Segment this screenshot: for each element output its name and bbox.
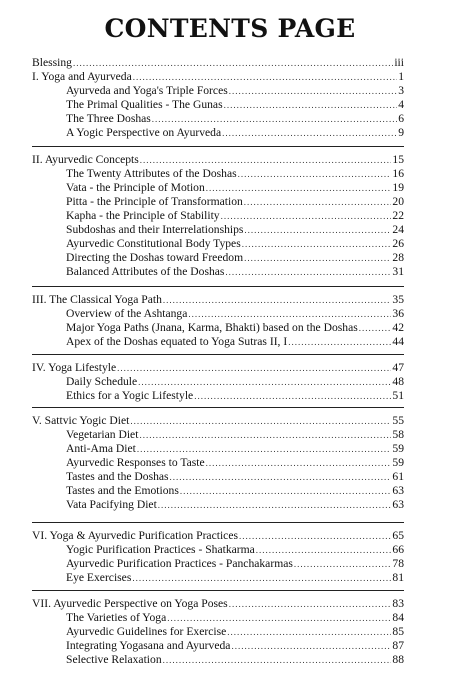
toc-page-number: 63 bbox=[392, 484, 404, 497]
dot-leader bbox=[194, 390, 391, 403]
toc-entry-title: Ethics for a Yogic Lifestyle bbox=[66, 389, 194, 402]
toc-subentry[interactable] bbox=[66, 428, 404, 441]
dot-leader bbox=[163, 654, 392, 667]
toc-entry-title: Tastes and the Doshas bbox=[66, 470, 169, 483]
dot-leader bbox=[117, 362, 391, 375]
dot-leader bbox=[244, 196, 392, 209]
section-divider bbox=[32, 590, 404, 591]
dot-leader bbox=[180, 485, 392, 498]
dot-leader bbox=[244, 224, 391, 237]
toc-subentry[interactable] bbox=[66, 98, 404, 111]
dot-leader bbox=[231, 640, 391, 653]
toc-page-number: iii bbox=[394, 56, 404, 69]
dot-leader bbox=[221, 210, 392, 223]
toc-subentry[interactable] bbox=[66, 375, 404, 388]
dot-leader bbox=[242, 238, 392, 251]
dot-leader bbox=[224, 99, 398, 112]
toc-subentry[interactable] bbox=[66, 335, 404, 348]
toc-entry-title: II. Ayurvedic Concepts bbox=[32, 153, 139, 166]
toc-section-entry[interactable] bbox=[32, 414, 404, 427]
toc-section-entry[interactable] bbox=[32, 361, 404, 374]
toc-entry-title: Eye Exercises bbox=[66, 571, 132, 584]
section-divider bbox=[32, 146, 404, 147]
dot-leader bbox=[294, 558, 392, 571]
toc-subentry[interactable] bbox=[66, 167, 404, 180]
toc-entry-title: Ayurvedic Guidelines for Exercise bbox=[66, 625, 227, 638]
dot-leader bbox=[256, 544, 392, 557]
toc-entry-title: The Twenty Attributes of the Doshas bbox=[66, 167, 237, 180]
toc-page-number: 9 bbox=[398, 126, 404, 139]
section-divider bbox=[32, 522, 404, 523]
dot-leader bbox=[137, 443, 392, 456]
toc-page-number: 28 bbox=[392, 251, 404, 264]
toc-subentry[interactable] bbox=[66, 470, 404, 483]
dot-leader bbox=[139, 429, 391, 442]
toc-subentry[interactable] bbox=[66, 653, 404, 666]
toc-page-number: 55 bbox=[392, 414, 404, 427]
dot-leader bbox=[206, 182, 392, 195]
toc-subentry[interactable] bbox=[66, 389, 404, 402]
toc-subentry[interactable] bbox=[66, 265, 404, 278]
toc-entry-title: III. The Classical Yoga Path bbox=[32, 293, 162, 306]
section-divider bbox=[32, 286, 404, 287]
toc-entry-title: The Three Doshas bbox=[66, 112, 151, 125]
toc-subentry[interactable] bbox=[66, 112, 404, 125]
toc-page-number: 44 bbox=[392, 335, 404, 348]
dot-leader bbox=[163, 294, 392, 307]
toc-entry-title: Directing the Doshas toward Freedom bbox=[66, 251, 244, 264]
toc-page-number: 16 bbox=[392, 167, 404, 180]
toc-page-number: 15 bbox=[392, 153, 404, 166]
toc-page-number: 47 bbox=[392, 361, 404, 374]
toc-page-number: 66 bbox=[392, 543, 404, 556]
toc-page-number: 35 bbox=[392, 293, 404, 306]
dot-leader bbox=[170, 471, 392, 484]
dot-leader bbox=[359, 322, 392, 335]
toc-subentry[interactable] bbox=[66, 543, 404, 556]
dot-leader bbox=[152, 113, 397, 126]
toc-page-number: 59 bbox=[392, 456, 404, 469]
dot-leader bbox=[188, 308, 391, 321]
toc-page-number: 51 bbox=[392, 389, 404, 402]
toc-entry-title: Ayurveda and Yoga's Triple Forces bbox=[66, 84, 228, 97]
toc-page-number: 59 bbox=[392, 442, 404, 455]
toc-entry-title: Blessing bbox=[32, 56, 72, 69]
dot-leader bbox=[288, 336, 391, 349]
dot-leader bbox=[132, 572, 391, 585]
toc-subentry[interactable] bbox=[66, 442, 404, 455]
toc-subentry[interactable] bbox=[66, 456, 404, 469]
toc-page-number: 31 bbox=[392, 265, 404, 278]
toc-section-entry[interactable] bbox=[32, 597, 404, 610]
section-divider bbox=[32, 354, 404, 355]
dot-leader bbox=[238, 168, 392, 181]
toc-entry-title: The Varieties of Yoga bbox=[66, 611, 167, 624]
dot-leader bbox=[239, 530, 391, 543]
toc-page-number: 83 bbox=[392, 597, 404, 610]
toc-page-number: 3 bbox=[398, 84, 404, 97]
toc-subentry[interactable] bbox=[66, 251, 404, 264]
toc-page-number: 42 bbox=[392, 321, 404, 334]
toc-entry-title: Vegetarian Diet bbox=[66, 428, 139, 441]
toc-entry-title: Vata Pacifying Diet bbox=[66, 498, 157, 511]
toc-entry-title: Tastes and the Emotions bbox=[66, 484, 179, 497]
toc-page-number: 81 bbox=[392, 571, 404, 584]
toc-entry-title: Daily Schedule bbox=[66, 375, 138, 388]
dot-leader bbox=[167, 612, 391, 625]
toc-entry-title: IV. Yoga Lifestyle bbox=[32, 361, 117, 374]
toc-page-number: 87 bbox=[392, 639, 404, 652]
toc-entry-title: Yogic Purification Practices - Shatkarma bbox=[66, 543, 255, 556]
toc-subentry[interactable] bbox=[66, 498, 404, 511]
dot-leader bbox=[222, 127, 397, 140]
dot-leader bbox=[133, 71, 397, 84]
toc-subentry[interactable] bbox=[66, 321, 404, 334]
toc-section-entry[interactable] bbox=[32, 529, 404, 542]
toc-subentry[interactable] bbox=[66, 571, 404, 584]
toc-entry-title: The Primal Qualities - The Gunas bbox=[66, 98, 223, 111]
toc-page-number: 22 bbox=[392, 209, 404, 222]
toc-entry-title: Vata - the Principle of Motion bbox=[66, 181, 205, 194]
toc-entry-title: Ayurvedic Constitutional Body Types bbox=[66, 237, 241, 250]
toc-section-entry[interactable] bbox=[32, 293, 404, 306]
toc-entry-title: Overview of the Ashtanga bbox=[66, 307, 188, 320]
toc-entry-title: Kapha - the Principle of Stability bbox=[66, 209, 220, 222]
toc-subentry[interactable] bbox=[66, 625, 404, 638]
toc-entry-title: Pitta - the Principle of Transformation bbox=[66, 195, 243, 208]
toc-subentry[interactable] bbox=[66, 237, 404, 250]
toc-page-number: 24 bbox=[392, 223, 404, 236]
toc-entry-title: Anti-Ama Diet bbox=[66, 442, 136, 455]
dot-leader bbox=[130, 415, 391, 428]
toc-page-number: 36 bbox=[392, 307, 404, 320]
toc-entry-title: V. Sattvic Yogic Diet bbox=[32, 414, 130, 427]
toc-subentry[interactable] bbox=[66, 84, 404, 97]
dot-leader bbox=[158, 499, 392, 512]
toc-entry-blessing[interactable] bbox=[32, 56, 404, 69]
section-divider bbox=[32, 407, 404, 408]
toc-entry-title: Ayurvedic Purification Practices - Panchakarmas bbox=[66, 557, 293, 570]
toc-entry-title: Ayurvedic Responses to Taste bbox=[66, 456, 205, 469]
toc-subentry[interactable] bbox=[66, 307, 404, 320]
toc-section-entry[interactable] bbox=[32, 70, 404, 83]
toc-entry-title: A Yogic Perspective on Ayurveda bbox=[66, 126, 222, 139]
toc-page-number: 6 bbox=[398, 112, 404, 125]
toc-entry-title: VII. Ayurvedic Perspective on Yoga Poses bbox=[32, 597, 228, 610]
toc-page-number: 19 bbox=[392, 181, 404, 194]
toc-page-number: 61 bbox=[392, 470, 404, 483]
toc-subentry[interactable] bbox=[66, 181, 404, 194]
toc-entry-title: Apex of the Doshas equated to Yoga Sutras II, I bbox=[66, 335, 288, 348]
toc-page-number: 48 bbox=[392, 375, 404, 388]
dot-leader bbox=[73, 57, 393, 70]
toc-page-number: 4 bbox=[398, 98, 404, 111]
toc-page-number: 26 bbox=[392, 237, 404, 250]
toc-page-number: 20 bbox=[392, 195, 404, 208]
dot-leader bbox=[140, 154, 392, 167]
toc-page-number: 84 bbox=[392, 611, 404, 624]
toc-page-number: 65 bbox=[392, 529, 404, 542]
toc-entry-title: Integrating Yogasana and Ayurveda bbox=[66, 639, 231, 652]
toc-entry-title: Balanced Attributes of the Doshas bbox=[66, 265, 225, 278]
dot-leader bbox=[138, 376, 391, 389]
toc-entry-title: Subdoshas and their Interrelationships bbox=[66, 223, 244, 236]
toc-subentry[interactable] bbox=[66, 639, 404, 652]
toc-page-number: 58 bbox=[392, 428, 404, 441]
dot-leader bbox=[229, 598, 392, 611]
toc-page-number: 63 bbox=[392, 498, 404, 511]
toc-page-number: 1 bbox=[398, 70, 404, 83]
toc-section-entry[interactable] bbox=[32, 153, 404, 166]
toc-entry-title: Major Yoga Paths (Jnana, Karma, Bhakti) based on the Doshas bbox=[66, 321, 358, 334]
toc-subentry[interactable] bbox=[66, 557, 404, 570]
dot-leader bbox=[229, 85, 397, 98]
dot-leader bbox=[206, 457, 392, 470]
toc-entry-title: I. Yoga and Ayurveda bbox=[32, 70, 132, 83]
toc-subentry[interactable] bbox=[66, 209, 404, 222]
toc-subentry[interactable] bbox=[66, 611, 404, 624]
toc-subentry[interactable] bbox=[66, 195, 404, 208]
dot-leader bbox=[227, 626, 391, 639]
dot-leader bbox=[244, 252, 391, 265]
toc-entry-title: Selective Relaxation bbox=[66, 653, 162, 666]
toc-subentry[interactable] bbox=[66, 126, 404, 139]
toc-entry-title: VI. Yoga & Ayurvedic Purification Practices bbox=[32, 529, 238, 542]
toc-subentry[interactable] bbox=[66, 223, 404, 236]
toc-subentry[interactable] bbox=[66, 484, 404, 497]
toc-page-number: 78 bbox=[392, 557, 404, 570]
toc-page-number: 85 bbox=[392, 625, 404, 638]
toc-page-number: 88 bbox=[392, 653, 404, 666]
page-title: CONTENTS PAGE bbox=[104, 14, 356, 43]
dot-leader bbox=[225, 266, 391, 279]
